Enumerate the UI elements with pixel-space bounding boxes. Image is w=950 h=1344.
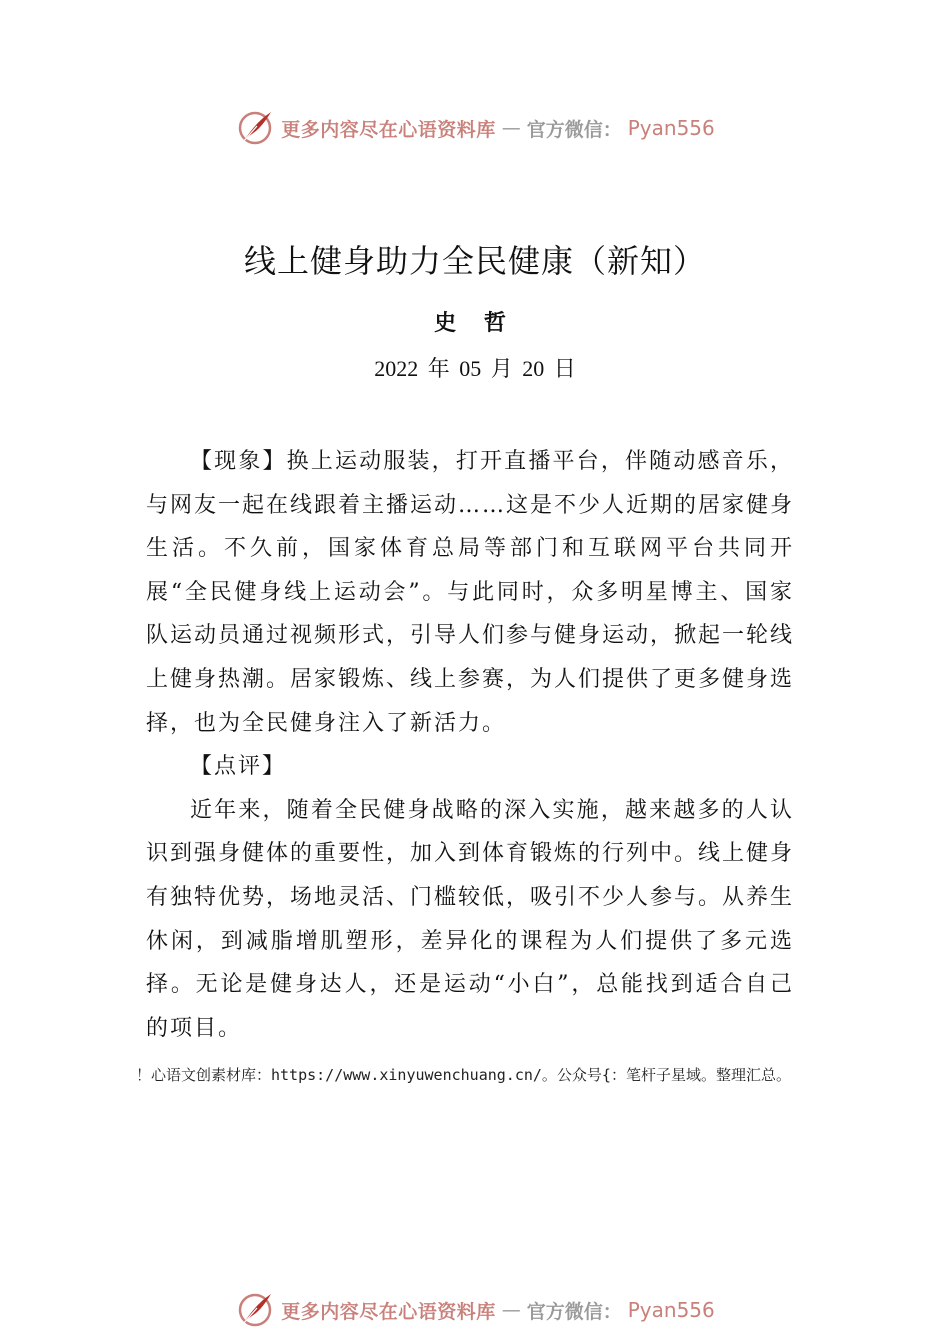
watermark-site-text: 更多内容尽在心语资料库 <box>281 1300 496 1323</box>
watermark-separator: — <box>501 117 521 139</box>
watermark-site-text: 更多内容尽在心语资料库 <box>281 118 496 141</box>
watermark-banner-bottom <box>0 1288 950 1332</box>
article-date: 2022 年 05 月 20 日 <box>374 356 576 381</box>
paragraph-comment-heading: 【点评】 <box>190 754 287 780</box>
watermark-separator: — <box>501 1299 521 1321</box>
feather-quill-icon <box>235 108 275 148</box>
source-footnote: ！心语文创素材库：https://www.xinyuwenchuang.cn/。公众号{：笔杆子星域。整理汇总。 <box>136 1066 791 1084</box>
watermark-handle: Pyan556 <box>627 1298 715 1322</box>
paragraph-comment: 近年来，随着全民健身战略的深入实施，越来越多的人认识到强身健体的重要性，加入到体育锻炼的行列中。线上健身有独特优势，场地灵活、门槛较低，吸引不少人参与。从养生休闲，到减脂增肌塑形，差异化的课程为人们提供了多元选择。无论是健身达人，还是运动“小白”，总能找到适合自己的项目。 <box>146 797 795 1041</box>
article-title: 线上健身助力全民健康（新知） <box>243 242 706 280</box>
article-body <box>146 440 794 1050</box>
watermark-banner-top <box>0 106 950 150</box>
watermark-label: 官方微信： <box>526 118 622 141</box>
watermark-handle: Pyan556 <box>627 116 715 140</box>
article-author: 史 哲 <box>434 310 516 336</box>
feather-quill-icon <box>235 1290 275 1330</box>
paragraph-phenomenon: 【现象】换上运动服装，打开直播平台，伴随动感音乐，与网友一起在线跟着主播运动……这是不少人近期的居家健身生活。不久前，国家体育总局等部门和互联网平台共同开展“全民健身线上运动会”。与此同时，众多明星博主、国家队运动员通过视频形式，引导人们参与健身运动，掀起一轮线上健身热潮。居家锻炼、线上参赛，为人们提供了更多健身选择，也为全民健身注入了新活力。 <box>146 449 795 736</box>
watermark-label: 官方微信： <box>526 1300 622 1323</box>
